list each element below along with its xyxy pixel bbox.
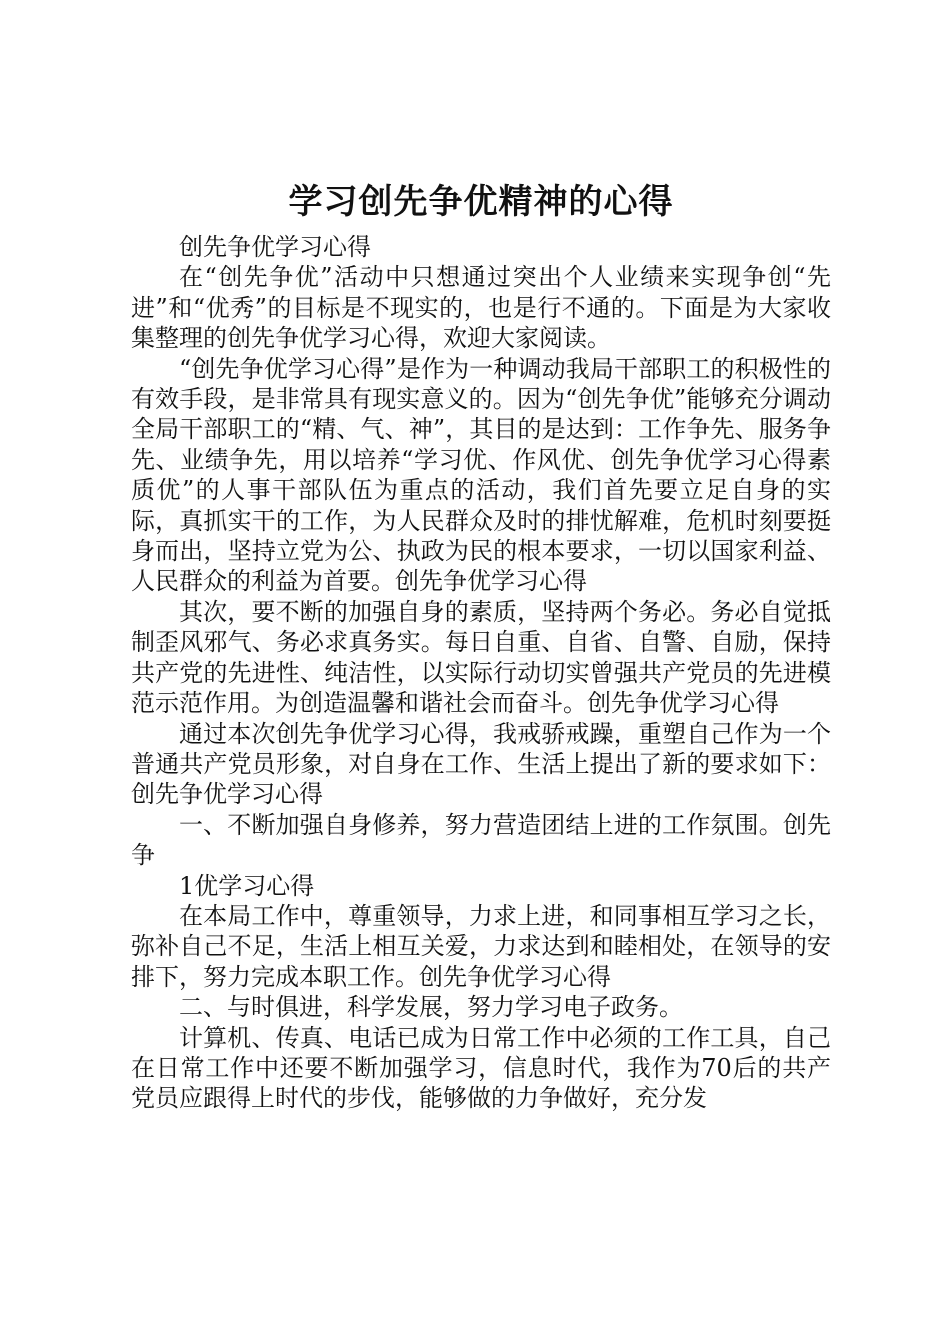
paragraph-body: 通过本次创先争优学习心得，我戒骄戒躁，重塑自己作为一个普通共产党员形象，对自身在工作、生活上提出了新的要求如下：创先争优学习心得 [131,719,831,809]
paragraph-intro: 在“创先争优”活动中只想通过突出个人业绩来实现争创“先进”和“优秀”的目标是不现实的，也是行不通的。下面是为大家收集整理的创先争优学习心得，欢迎大家阅读。 [131,263,831,353]
paragraph-subtitle: 创先争优学习心得 [179,233,371,261]
paragraph-heading-2: 二、与时俱进，科学发展，努力学习电子政务。 [179,993,683,1022]
document-page [131,180,831,1114]
paragraph-fragment: 1优学习心得 [179,871,315,900]
document-title: 学习创先争优精神的心得 [288,182,674,222]
paragraph-body: 计算机、传真、电话已成为日常工作中必须的工作工具，自己在日常工作中还要不断加强学习，信息时代，我作为70后的共产党员应跟得上时代的步伐，能够做的力争做好，充分发 [131,1023,831,1113]
paragraph-body: “创先争优学习心得”是作为一种调动我局干部职工的积极性的有效手段，是非常具有现实意义的。因为“创先争优”能够充分调动全局干部职工的“精、气、神”，其目的是达到：工作争先、服务争先、业绩争先，用以培养“学习优、作风优、创先争优学习心得素质优”的人事干部队伍为重点的活动，我们首先要立足自身的实际，真抓实干的工作，为人民群众及时的排忧解难，危机时刻要挺身而出，坚持立党为公、执政为民的根本要求，一切以国家利益、人民群众的利益为首要。创先争优学习心得 [131,354,831,596]
paragraph-body: 其次，要不断的加强自身的素质，坚持两个务必。务必自觉抵制歪风邪气、务必求真务实。每日自重、自省、自警、自励，保持共产党的先进性、纯洁性，以实际行动切实曾强共产党员的先进模范示范作用。为创造温馨和谐社会而奋斗。创先争优学习心得 [131,597,831,718]
paragraph-heading-1: 一、不断加强自身修养，努力营造团结上进的工作氛围。创先争 [131,810,831,870]
paragraph-body: 在本局工作中，尊重领导，力求上进，和同事相互学习之长，弥补自己不足，生活上相互关爱，力求达到和睦相处，在领导的安排下，努力完成本职工作。创先争优学习心得 [131,901,831,991]
